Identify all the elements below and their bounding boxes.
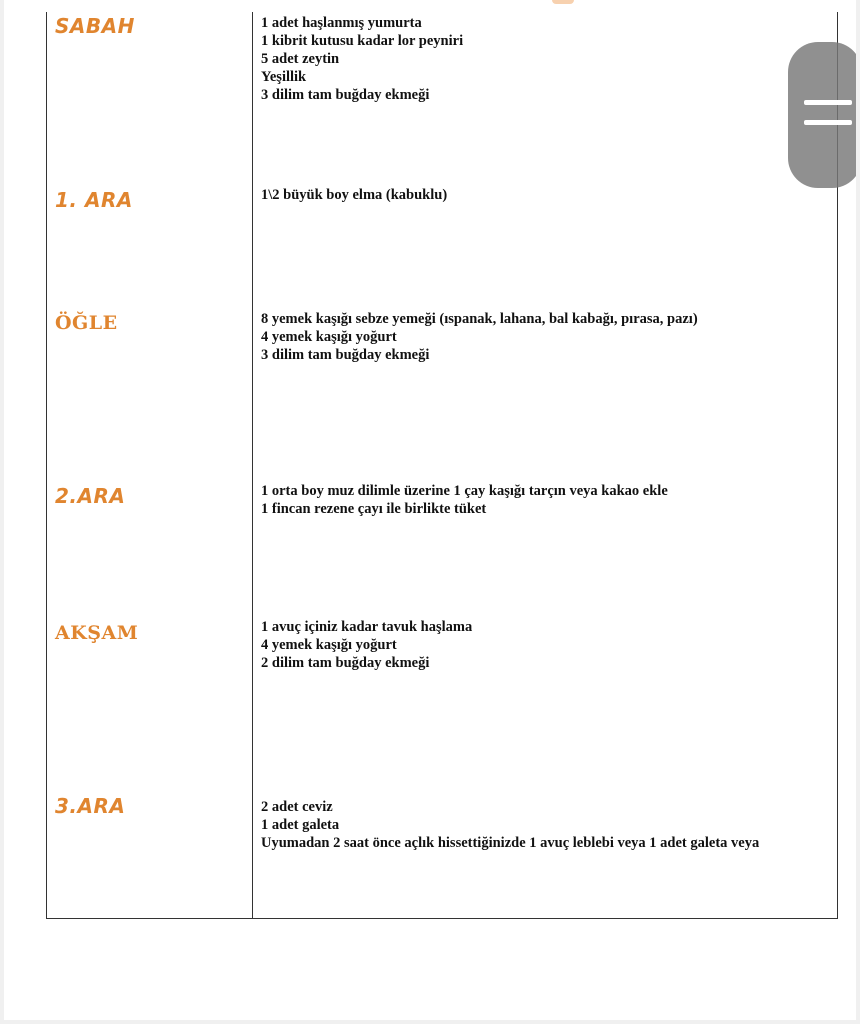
food-item: 1 kibrit kutusu kadar lor peyniri	[261, 33, 464, 49]
food-item: 2 dilim tam buğday ekmeği	[261, 655, 430, 671]
meal-label-aksam: AKŞAM	[55, 622, 139, 644]
food-item: 1 orta boy muz dilimle üzerine 1 çay kaşığı tarçın veya kakao ekle	[261, 483, 668, 499]
food-item: Yeşillik	[261, 69, 307, 85]
food-item: Uyumadan 2 saat önce açlık hissettiğinizde 1 avuç leblebi veya 1 adet galeta veya	[261, 835, 760, 851]
foods-cell	[253, 184, 837, 308]
meal-label-1-ara: 1. ARA	[55, 188, 133, 212]
scroll-drag-handle[interactable]	[788, 42, 856, 188]
food-list	[261, 14, 463, 104]
meal-cell	[47, 12, 253, 184]
meal-label-sabah: SABAH	[55, 14, 135, 38]
meal-label-3-ara: 3.ARA	[55, 794, 126, 818]
meal-cell	[47, 616, 253, 788]
header-decoration	[552, 0, 574, 4]
meal-cell	[47, 308, 253, 480]
foods-cell	[253, 480, 837, 616]
table-row-aksam	[47, 616, 837, 788]
foods-cell	[253, 788, 837, 919]
food-list	[261, 482, 668, 518]
food-list	[261, 798, 759, 852]
table-row-2-ara	[47, 480, 837, 616]
foods-cell	[253, 616, 837, 788]
food-item: 4 yemek kaşığı yoğurt	[261, 329, 397, 345]
foods-cell	[253, 12, 837, 184]
document-page	[4, 0, 856, 1020]
food-list	[261, 186, 447, 204]
meal-cell	[47, 480, 253, 616]
meal-cell	[47, 184, 253, 308]
table-row-ogle	[47, 308, 837, 480]
food-item: 5 adet zeytin	[261, 51, 340, 67]
food-item: 1 fincan rezene çayı ile birlikte tüket	[261, 501, 487, 517]
food-list	[261, 618, 472, 672]
food-item: 1 adet haşlanmış yumurta	[261, 15, 422, 31]
food-item: 4 yemek kaşığı yoğurt	[261, 637, 397, 653]
food-item: 8 yemek kaşığı sebze yemeği (ıspanak, lahana, bal kabağı, pırasa, pazı)	[261, 311, 698, 327]
food-item: 3 dilim tam buğday ekmeği	[261, 87, 430, 103]
meal-label-2-ara: 2.ARA	[55, 484, 126, 508]
food-item: 3 dilim tam buğday ekmeği	[261, 347, 430, 363]
diet-plan-table	[46, 12, 838, 919]
foods-cell	[253, 308, 837, 480]
food-item: 1 adet galeta	[261, 817, 340, 833]
meal-cell	[47, 788, 253, 919]
food-item: 2 adet ceviz	[261, 799, 333, 815]
food-list	[261, 310, 698, 364]
food-item: 1\2 büyük boy elma (kabuklu)	[261, 187, 448, 203]
table-row-sabah	[47, 12, 837, 184]
meal-label-ogle: ÖĞLE	[55, 312, 118, 334]
table-row-1-ara	[47, 184, 837, 308]
table-row-3-ara	[47, 788, 837, 919]
food-item: 1 avuç içiniz kadar tavuk haşlama	[261, 619, 473, 635]
